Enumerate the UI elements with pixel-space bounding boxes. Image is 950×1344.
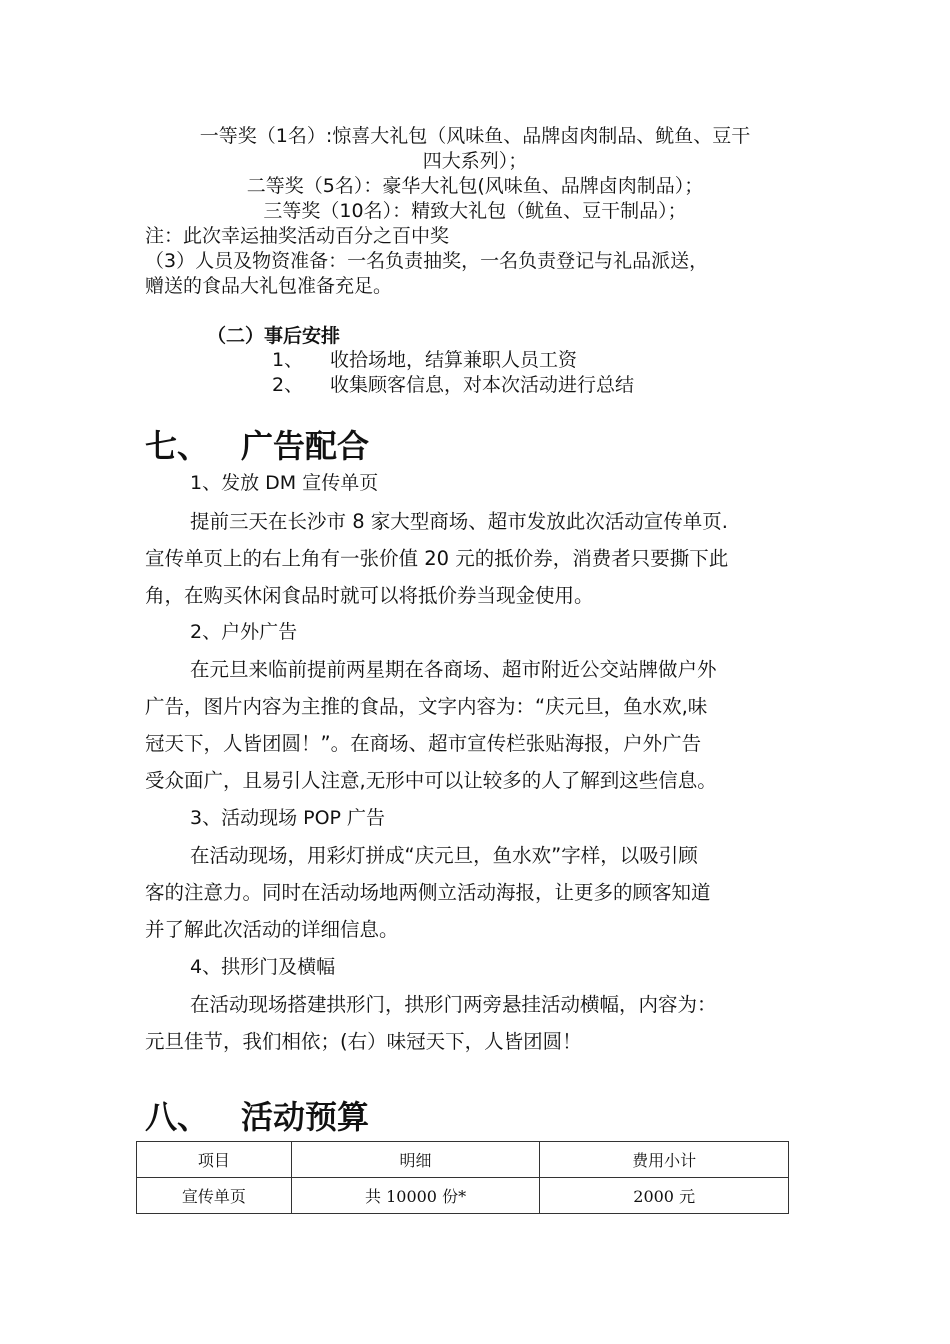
- paragraph-line: 并了解此次活动的详细信息。: [145, 918, 399, 941]
- section-heading-7: [145, 426, 369, 466]
- aftermath-item-text: 收集顾客信息，对本次活动进行总结: [330, 374, 635, 396]
- paragraph-line: 在活动现场搭建拱形门，拱形门两旁悬挂活动横幅，内容为：: [190, 993, 717, 1016]
- second-prize-line: 二等奖（5名）：豪华大礼包(风味鱼、品牌卤肉制品）；: [246, 175, 704, 197]
- third-prize-line: 三等奖（10名）：精致大礼包（鱿鱼、豆干制品）；: [263, 200, 687, 222]
- aftermath-item-num: 2、: [272, 374, 304, 396]
- first-prize-line-cont: 四大系列）；: [422, 150, 528, 172]
- staff-prep-line-cont: 赠送的食品大礼包准备充足。: [145, 275, 393, 297]
- subheading-arch: 4、拱形门及横幅: [190, 956, 336, 978]
- table-cell: 共 10000 份*: [291, 1178, 540, 1214]
- paragraph-line: 提前三天在长沙市 8 家大型商场、超市发放此次活动宣传单页.: [190, 510, 729, 533]
- section-number: 七、: [145, 427, 210, 465]
- section-heading-8: [145, 1097, 369, 1137]
- paragraph-line: 宣传单页上的右上角有一张价值 20 元的抵价券，消费者只要撕下此: [145, 547, 729, 570]
- paragraph-line: 受众面广，且易引人注意,无形中可以让较多的人了解到这些信息。: [145, 769, 717, 792]
- paragraph-line: 角，在购买休闲食品时就可以将抵价券当现金使用。: [145, 584, 594, 607]
- section-title: 活动预算: [241, 1098, 370, 1136]
- paragraph-line: 广告，图片内容为主推的食品，文字内容为：“庆元旦，鱼水欢,味: [145, 695, 708, 718]
- paragraph-line: 在活动现场，用彩灯拼成“庆元旦，鱼水欢”字样，以吸引顾: [190, 844, 698, 867]
- table-header-row: [137, 1142, 789, 1178]
- table-row: [137, 1178, 789, 1214]
- paragraph-line: 元旦佳节，我们相依；(右）味冠天下，人皆团圆！: [145, 1030, 582, 1053]
- aftermath-item-text: 收拾场地，结算兼职人员工资: [330, 349, 578, 371]
- aftermath-item-num: 1、: [272, 349, 304, 371]
- subheading-outdoor: 2、户外广告: [190, 621, 298, 643]
- section-title: 广告配合: [241, 427, 370, 465]
- budget-table: [136, 1141, 789, 1214]
- section-number: 八、: [145, 1098, 210, 1136]
- aftermath-heading: （二）事后安排: [207, 325, 341, 347]
- table-cell: 宣传单页: [137, 1178, 292, 1214]
- table-header-cell: 明细: [291, 1142, 540, 1178]
- subheading-pop: 3、活动现场 POP 广告: [190, 807, 386, 829]
- paragraph-line: 客的注意力。同时在活动场地两侧立活动海报，让更多的顾客知道: [145, 881, 711, 904]
- table-header-cell: 项目: [137, 1142, 292, 1178]
- subheading-dm: 1、发放 DM 宣传单页: [190, 472, 379, 494]
- first-prize-line: 一等奖（1名）:惊喜大礼包（风味鱼、品牌卤肉制品、鱿鱼、豆干: [199, 125, 751, 147]
- paragraph-line: 冠天下，人皆团圆！”。在商场、超市宣传栏张贴海报，户外广告: [145, 732, 702, 755]
- paragraph-line: 在元旦来临前提前两星期在各商场、超市附近公交站牌做户外: [190, 658, 717, 681]
- prize-note: 注：此次幸运抽奖活动百分之百中奖: [145, 225, 450, 247]
- table-cell: 2000 元: [540, 1178, 789, 1214]
- staff-prep-line: （3）人员及物资准备：一名负责抽奖，一名负责登记与礼品派送，: [145, 250, 709, 272]
- table-header-cell: 费用小计: [540, 1142, 789, 1178]
